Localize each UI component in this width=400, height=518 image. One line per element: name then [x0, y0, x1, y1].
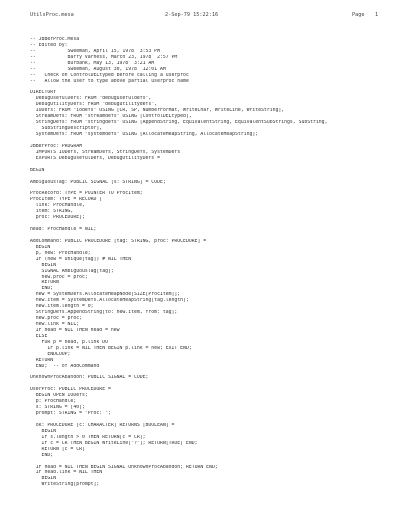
- code-line: new.proc = proc;: [30, 316, 82, 322]
- code-line: RETURN [c = CR]: [30, 446, 85, 452]
- code-line: IF head = NIL THEN head = new: [30, 327, 120, 333]
- code-line: JBBerProc: PROGRAM: [30, 143, 82, 149]
- code-line: ProcRecord: TYPE = POINTER TO ProcItem;: [30, 191, 143, 197]
- code-line: ENDLOOP;: [30, 351, 71, 357]
- code-line: -- Sweeman, August 30, 1978 12:01 AM: [30, 66, 166, 72]
- code-line: new.link = NIL;: [30, 322, 80, 327]
- page-number: 1: [375, 12, 379, 18]
- code-line: BEGIN OPEN IODefs;: [30, 393, 88, 399]
- code-line: BEGIN: [30, 244, 51, 250]
- code-line: EXPORTS DebugUsefulDefs, DebugUtilityDefs =: [30, 155, 160, 161]
- code-line: BEGIN: [30, 262, 56, 268]
- code-line: AmbiguousTag: PUBLIC SIGNAL [s: STRING] = CODE;: [30, 179, 166, 185]
- code-line: SubStringDescriptor],: [30, 126, 103, 132]
- code-line: SystemDefs: FROM "systemdefs" USING [AllocateHeapString, AllocateHeapString];: [30, 132, 259, 137]
- code-line: new.item.length = 0;: [30, 304, 94, 310]
- code-line: -- Allow the user to type above partial userproc name: [30, 78, 189, 84]
- code-line: new.item = SystemDefs.AllocateHeapString[tag.length];: [30, 298, 189, 304]
- code-line: -- Edited by:: [30, 42, 68, 48]
- code-line: SIGNAL AmbiguousTag[tag];: [30, 268, 114, 274]
- code-line: -- Barry Varness, March 23, 1978 2:57 PM: [30, 54, 178, 60]
- code-line: IF head = NIL THEN BEGIN SIGNAL UnknownProcAbandon; RETURN END;: [30, 464, 218, 470]
- code-line: ProcItem: TYPE = RECORD [: [30, 197, 103, 203]
- code-line: END;: [30, 452, 54, 458]
- code-line: UserProc: PUBLIC PROCEDURE =: [30, 387, 111, 393]
- code-line: RETURN: [30, 357, 54, 363]
- code-line: IODefs: FROM "iodefs" USING [CR, SP, NumberFormat, WriteChar, WriteLine, WriteString],: [30, 108, 285, 114]
- file-title: UtilsProc.mesa: [30, 12, 74, 18]
- code-line: new = SystemDefs.AllocateHeapNode[SIZE[ProcItem]];: [30, 292, 181, 298]
- code-line: IF s.length > 0 THEN RETURN[c = CR];: [30, 434, 146, 440]
- code-line: StreamDefs: FROM "streamdefs" USING [ControlDELtyped],: [30, 114, 192, 120]
- code-line: AddCommand: PUBLIC PROCEDURE [tag: STRING, proc: PROCEDURE] =: [30, 238, 207, 244]
- code-line: RETURN: [30, 280, 59, 286]
- code-line: item: STRING,: [30, 209, 74, 215]
- code-line: p: ProcHandle;: [30, 399, 77, 405]
- code-line: head: ProcHandle = NIL;: [30, 227, 97, 232]
- code-line: IF p.link = NIL THEN BEGIN p.link = new; EXIT END;: [30, 345, 192, 351]
- code-line: -- JBBerProc.Mesa: [30, 37, 80, 42]
- code-line: IMPORTS IODefs, StreamDefs, StringDefs, SystemDefs: [30, 149, 181, 155]
- code-line: BEGIN: [30, 167, 45, 173]
- code-line: DebugUsefulDefs: FROM "debugusefuldefs",: [30, 96, 152, 102]
- code-line: link: ProcHandle,: [30, 203, 85, 209]
- code-line: prompt: STRING = "Proc: ";: [30, 411, 111, 417]
- print-date: 2-Sep-79 15:22:16: [165, 12, 219, 18]
- code-line: END; -- of AddCommand: [30, 363, 100, 369]
- source-code-listing: [30, 37, 385, 488]
- code-line: FOR p = head, p.link DO: [30, 339, 108, 345]
- code-line: IF (new = Unique[tag]) # NIL THEN: [30, 256, 132, 262]
- code-line: StringDefs.AppendString[to: new.item, from: tag];: [30, 310, 178, 316]
- code-line: s: STRING = [40];: [30, 405, 85, 411]
- code-line: new.proc = proc;: [30, 274, 88, 280]
- code-line: UnknownProcAbandon: PUBLIC SIGNAL = CODE;: [30, 375, 149, 381]
- code-line: proc: PROCEDURE];: [30, 215, 85, 221]
- code-line: StringDefs: FROM "stringdefs" USING [AppendString, EquivalentString, EquivalentSubStrings, SubString,: [30, 120, 328, 126]
- code-line: END;: [30, 286, 54, 292]
- code-line: ELSE: [30, 333, 48, 339]
- code-line: BEGIN: [30, 428, 56, 434]
- code-line: IF head.link = NIL THEN: [30, 470, 103, 476]
- code-line: DIRECTORY: [30, 90, 56, 96]
- code-line: IF c = CR THEN BEGIN WriteLine["?"]; RETURN[TRUE] END;: [30, 440, 198, 446]
- code-line: -- Burbank, May 13, 1978 3:21 AM: [30, 60, 155, 66]
- code-line: -- Sweeman, April 15, 1978 3:53 PM: [30, 48, 160, 54]
- code-line: ok: PROCEDURE [c: CHARACTER] RETURNS [BOOLEAN] =: [30, 422, 175, 428]
- code-line: p, new: ProcHandle;: [30, 250, 91, 256]
- code-line: -- Check on ControlDELtyped before calling a userproc: [30, 72, 189, 78]
- code-line: BEGIN: [30, 476, 56, 482]
- page-label: Page: [352, 12, 365, 18]
- code-line: WriteString[prompt];: [30, 482, 100, 488]
- page-header: [30, 10, 380, 20]
- code-line: DebugUtilityDefs: FROM "debugutilitydefs",: [30, 102, 158, 108]
